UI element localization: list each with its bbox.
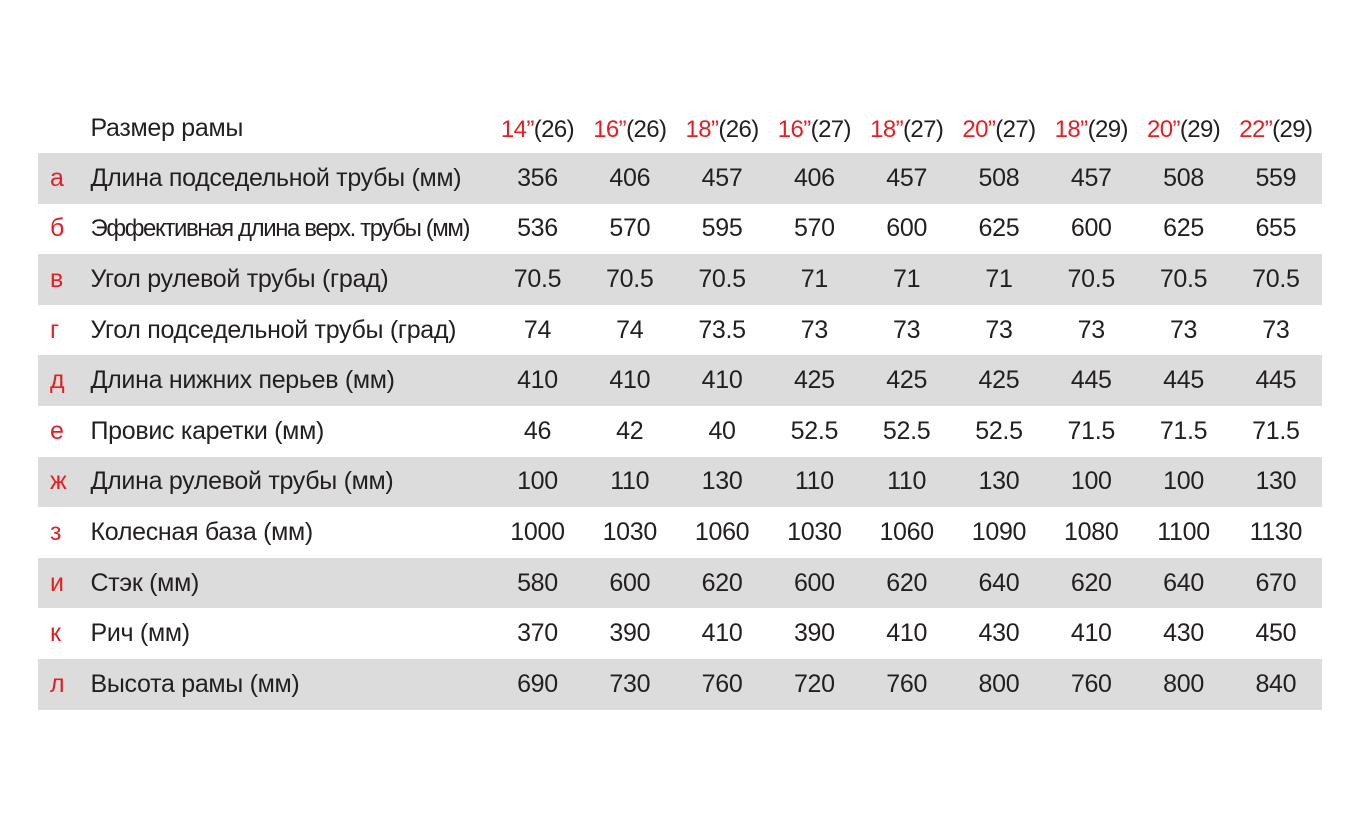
table-cell: 620: [886, 568, 928, 597]
table-cell: 760: [1070, 669, 1112, 698]
table-cell: 110: [887, 467, 927, 496]
table-cell: 445: [1163, 366, 1204, 395]
table-cell: 1060: [694, 517, 750, 546]
row-label: Стэк (мм): [90, 568, 199, 597]
table-cell: 110: [610, 467, 650, 496]
table-cell: 70.5: [606, 264, 654, 293]
table-body: [38, 153, 1322, 710]
row-letter: з: [50, 517, 62, 546]
table-cell: 640: [978, 568, 1020, 597]
row-letter: в: [50, 264, 64, 293]
header-cell: 20”(27): [962, 116, 1036, 143]
table-cell: 46: [523, 416, 552, 445]
table-cell: 457: [886, 163, 928, 192]
table-cell: 410: [609, 366, 651, 395]
table-cell: 73: [1169, 315, 1198, 344]
table-cell: 52.5: [790, 416, 839, 445]
table-cell: 42: [616, 416, 644, 445]
header-cell: 14”(26): [500, 116, 575, 143]
header-cell: 18”(27): [870, 116, 944, 143]
table-cell: 73.5: [698, 315, 746, 344]
table-cell: 508: [1163, 163, 1204, 192]
row-label: Провис каретки (мм): [90, 416, 324, 445]
table-cell: 71.5: [1252, 416, 1300, 445]
row-letter: и: [50, 568, 64, 597]
table-cell: 52.5: [882, 416, 931, 445]
row-label: Длина подседельной трубы (мм): [90, 163, 462, 192]
table-cell: 1000: [510, 517, 565, 546]
table-cell: 1100: [1157, 517, 1210, 546]
table-cell: 100: [1070, 467, 1112, 496]
table-row: [38, 254, 1322, 305]
table-cell: 840: [1255, 669, 1297, 698]
row-cells: [491, 569, 1322, 598]
table-cell: 425: [886, 366, 928, 395]
table-cell: 800: [1163, 669, 1204, 698]
row-cells: [491, 467, 1322, 496]
row-label: Угол подседельной трубы (град): [90, 315, 457, 344]
geometry-table: [38, 103, 1322, 710]
table-cell: 600: [1070, 214, 1112, 243]
table-cell: 720: [793, 669, 835, 698]
table-cell: 570: [793, 214, 835, 243]
table-cell: 410: [701, 366, 743, 395]
row-label: Угол рулевой трубы (град): [90, 264, 389, 293]
header-cell: 16”(27): [777, 116, 851, 143]
table-cell: 570: [609, 214, 651, 243]
table-cell: 130: [978, 467, 1020, 496]
table-row: [38, 406, 1322, 457]
table-cell: 620: [701, 568, 743, 597]
row-label: Длина нижних перьев (мм): [90, 366, 395, 395]
table-cell: 71.5: [1159, 416, 1208, 445]
table-cell: 445: [1070, 366, 1112, 395]
table-cell: 760: [886, 669, 928, 698]
table-cell: 71: [893, 264, 921, 293]
table-cell: 356: [517, 163, 558, 192]
table-cell: 73: [1262, 315, 1290, 344]
row-cells: [491, 670, 1322, 699]
table-cell: 730: [609, 669, 651, 698]
table-cell: 71: [985, 264, 1013, 293]
row-letter: л: [50, 669, 65, 698]
table-cell: 73: [985, 315, 1013, 344]
table-cell: 640: [1163, 568, 1204, 597]
table-cell: 1090: [971, 517, 1027, 546]
row-label: Эффективная длина верх. трубы (мм): [90, 214, 470, 242]
table-cell: 130: [1255, 467, 1297, 496]
row-letter: к: [50, 619, 61, 648]
table-cell: 559: [1255, 163, 1297, 192]
header-cell: 22”(29): [1239, 116, 1313, 143]
table-cell: 450: [1255, 619, 1297, 648]
table-cell: 406: [793, 163, 835, 192]
row-cells: [491, 316, 1322, 345]
table-cell: 625: [978, 214, 1020, 243]
row-letter: г: [50, 315, 60, 344]
table-cell: 508: [978, 163, 1020, 192]
table-cell: 70.5: [1252, 264, 1300, 293]
table-row: [38, 659, 1322, 710]
row-letter: а: [50, 163, 64, 192]
table-row: [38, 305, 1322, 356]
table-cell: 70.5: [513, 264, 562, 293]
table-cell: 760: [701, 669, 743, 698]
table-row: [38, 153, 1322, 204]
row-letter: б: [50, 214, 65, 243]
table-cell: 1030: [602, 517, 657, 546]
row-cells: [491, 619, 1322, 648]
table-row: [38, 355, 1322, 406]
table-cell: 625: [1163, 214, 1204, 243]
table-cell: 70.5: [698, 264, 746, 293]
table-cell: 73: [800, 315, 828, 344]
header-label: Размер рамы: [90, 113, 244, 142]
table-cell: 100: [1163, 467, 1204, 496]
row-cells: [491, 164, 1322, 193]
table-cell: 40: [708, 416, 736, 445]
header-cell: 18”(29): [1054, 116, 1128, 143]
row-label: Колесная база (мм): [90, 517, 313, 546]
table-cell: 1080: [1064, 517, 1119, 546]
row-letter: д: [50, 366, 65, 395]
table-cell: 390: [609, 619, 651, 648]
table-cell: 410: [517, 366, 558, 395]
table-cell: 1060: [879, 517, 934, 546]
table-cell: 70.5: [1067, 264, 1115, 293]
table-cell: 71.5: [1067, 416, 1115, 445]
row-letter: ж: [50, 467, 67, 496]
table-cell: 1130: [1249, 517, 1303, 546]
table-cell: 390: [793, 619, 835, 648]
row-cells: [491, 214, 1322, 243]
table-row: [38, 507, 1322, 558]
table-cell: 73: [893, 315, 921, 344]
table-cell: 457: [1070, 163, 1112, 192]
table-cell: 406: [609, 163, 651, 192]
table-cell: 430: [978, 619, 1020, 648]
table-cell: 600: [793, 568, 835, 597]
table-cell: 580: [517, 568, 558, 597]
row-label: Длина рулевой трубы (мм): [90, 467, 394, 496]
table-cell: 655: [1255, 214, 1297, 243]
row-letter: е: [50, 416, 64, 445]
table-cell: 600: [886, 214, 928, 243]
table-cell: 410: [886, 619, 928, 648]
table-cell: 370: [517, 619, 558, 648]
row-label: Высота рамы (мм): [90, 669, 300, 698]
table-cell: 73: [1077, 315, 1105, 344]
row-cells: [491, 265, 1322, 294]
table-cell: 410: [1070, 619, 1112, 648]
table-cell: 52.5: [975, 416, 1023, 445]
table-row: [38, 608, 1322, 659]
table-cell: 425: [978, 366, 1020, 395]
table-cell: 130: [701, 467, 743, 496]
table-row: [38, 558, 1322, 609]
table-cell: 595: [701, 214, 743, 243]
table-cell: 100: [517, 467, 558, 496]
header-cell: 16”(26): [593, 116, 667, 143]
table-cell: 457: [701, 163, 743, 192]
table-cell: 600: [609, 568, 651, 597]
table-cell: 536: [517, 214, 558, 243]
table-cell: 425: [793, 366, 835, 395]
table-cell: 690: [517, 669, 558, 698]
table-cell: 74: [523, 315, 552, 344]
table-cell: 70.5: [1159, 264, 1208, 293]
table-cell: 71: [800, 264, 828, 293]
row-cells: [491, 366, 1322, 395]
header-cell: 20”(29): [1146, 116, 1221, 143]
row-cells: [491, 518, 1322, 547]
header-row: [38, 103, 1322, 153]
table-cell: 74: [616, 315, 644, 344]
table-row: [38, 204, 1322, 255]
table-cell: 430: [1163, 619, 1204, 648]
row-cells: [491, 417, 1322, 446]
table-cell: 410: [701, 619, 743, 648]
table-cell: 620: [1070, 568, 1112, 597]
table-cell: 110: [794, 467, 834, 496]
row-label: Рич (мм): [90, 619, 190, 648]
header-cell: 18”(26): [685, 116, 759, 143]
table-cell: 1030: [787, 517, 842, 546]
table-cell: 445: [1255, 366, 1297, 395]
table-row: [38, 457, 1322, 508]
table-cell: 800: [978, 669, 1020, 698]
table-cell: 670: [1255, 568, 1297, 597]
header-cells: [491, 112, 1322, 144]
